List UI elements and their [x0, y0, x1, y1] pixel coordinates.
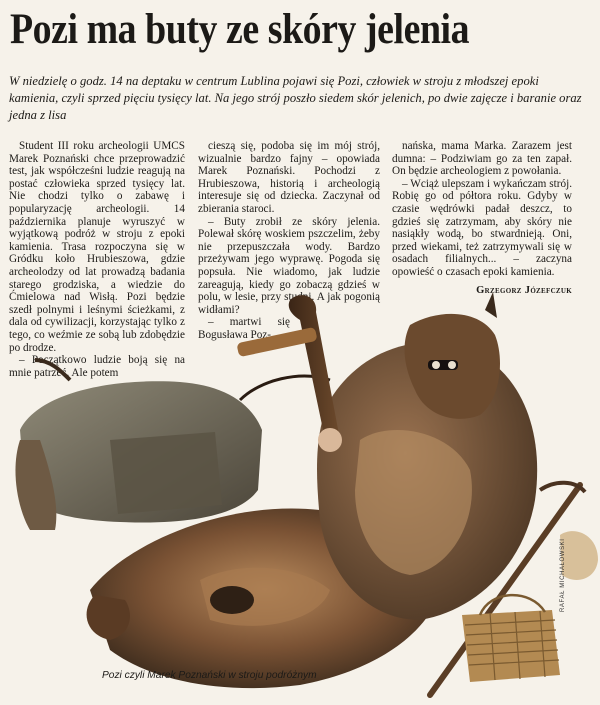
col1-paragraph-1: Student III roku archeologii UMCS Marek Poznański chce przeprowadzić test, jak współcześni ludzie reagują na postać człowieka sprzed tysięcy lat. Nie chodzi tylko o zabawę i popularyzację archeologii. 14 października planuje wyruszyć w wyjątkową podróż w stroju z epoki kamienia. Trasa rozpoczyna się w Gródku koło Hrubieszowa, gdzie archeolodzy od lat prowadzą badania starego grodziska, a wiedzie do Ćmielowa nad Wisłą. Pozi będzie szedł polnymi i leśnymi ścieżkami, z dala od cywilizacji, korzystając tylko z tego, co weźmie ze sobą lub zdobędzie po drodze.	[9, 140, 185, 354]
photo-caption: Pozi czyli Marek Poznański w stroju podróżnym	[102, 670, 317, 681]
article-column-3	[392, 140, 572, 297]
col2-paragraph-3: – martwi się Bogusława Poz-	[198, 316, 290, 341]
col3-paragraph-1: nańska, mama Marka. Zarazem jest dumna: – Podziwiam go za ten zapał. On będzie archeologiem z powołania.	[392, 140, 572, 178]
leather-bag	[15, 360, 262, 530]
article-photo	[0, 290, 600, 705]
col1-paragraph-2: – Początkowo ludzie boją się na mnie patrzeć. Ale potem	[9, 354, 185, 379]
col2-paragraph-2: – Buty zrobił ze skóry jelenia. Polewał skórę woskiem pszczelim, żeby nie przepuszczała wody. Bardzo przeżywam jego wyprawę. Pogoda się popsuła. Nie wiadomo, jak ludzie zareagują, kiedy go zobaczą gdzieś w polu, w lesie, przy studni. A jak pogonią widłami?	[198, 215, 380, 316]
article-headline: Pozi ma buty ze skóry jelenia	[10, 6, 470, 53]
woven-basket	[462, 595, 560, 682]
article-byline: Grzegorz Józefczuk	[476, 284, 572, 296]
article-lead: W niedzielę o godz. 14 na deptaku w centrum Lublina pojawi się Pozi, człowiek w stroju z młodszej epoki kamienia, czyli sprzed pięciu tysięcy lat. Na jego strój poszło siedem skór jelenich, po dwie zajęcze i baranie oraz jedna z lisa	[9, 74, 582, 122]
costumed-man-photo	[0, 290, 600, 705]
col2-paragraph-1: cieszą się, podoba się im mój strój, wizualnie bardzo fajny – opowiada Marek Poznański. Pochodzi z Hrubieszowa, historią i archeologią interesuje się od dziecka. Zaczynał od zbierania staroci.	[198, 140, 380, 215]
photo-credit: RAFAŁ MICHAŁOWSKI	[560, 538, 566, 612]
col3-paragraph-2: – Wciąż ulepszam i wykańczam strój. Robię go od półtora roku. Gdyby w czasie wędrówki padał deszcz, to gdzieś się zatrzymam, aby skóry nie nasiąkły wodą, bo stwardnieją. Oni, przed wiekami, też zatrzymywali się w osadach filialnych... – zaczyna opowieść o czasach epoki kamienia.	[392, 177, 572, 278]
